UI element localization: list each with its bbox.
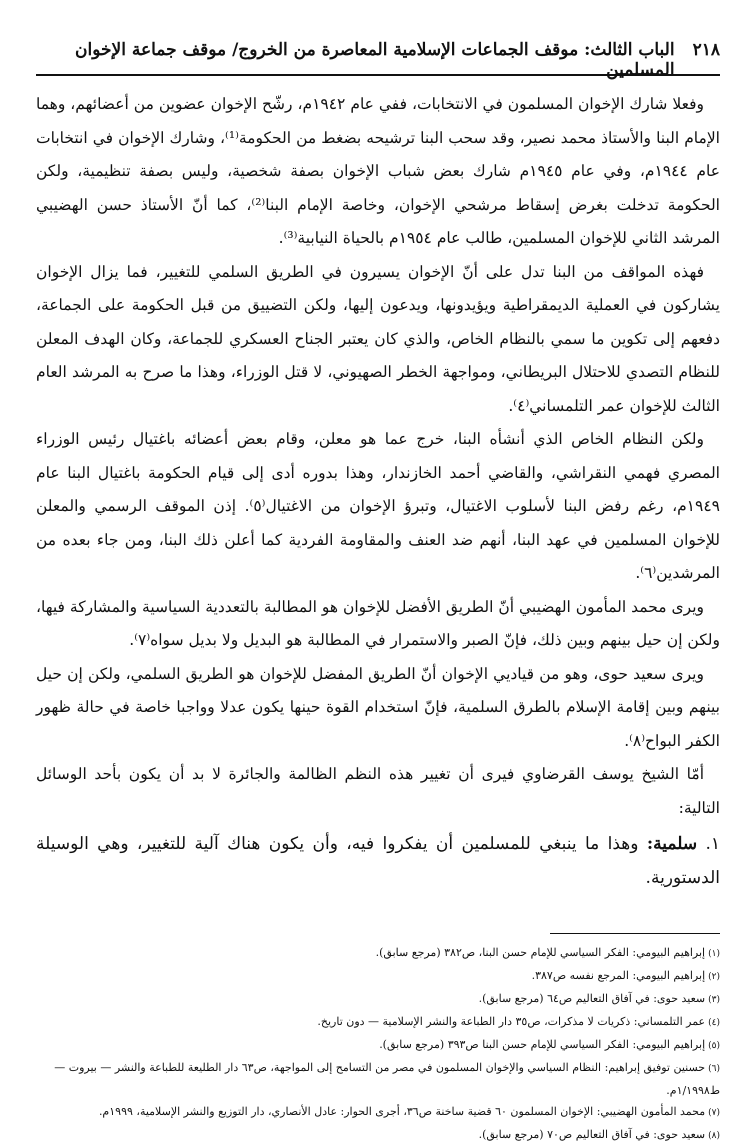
paragraph: أمّا الشيخ يوسف القرضاوي فيرى أن تغيير هذه النظم الظالمة والجائرة لا بد أن يكون بأحد الوسائل التالية: xyxy=(36,765,720,817)
footnote-marker: (٢) xyxy=(708,972,720,982)
footnote-marker: (٥) xyxy=(708,1041,720,1051)
paragraph: فهذه المواقف من البنا تدل على أنّ الإخوان يسيرون في الطريق السلمي للتغيير، فما يزال الإخوان يشاركون في العملية الديمقراطية ويؤيدونها، ويدعون إليها، ولكن التضييق من قبل الحكومة على الجماعة، دفعهم إلى تكوين ما سمي بالنظام الخاص، والذي كان يعتبر الجناح العسكري للجماعة، وكان الهدف المعلن للنظام التصدي للاحتلال البريطاني، ومواجهة الخطر الصهيوني، لا قتل الوزراء، وهذا ما صرح به المرشد العام الثالث للإخوان عمر التلمساني⁽٤⁾. xyxy=(36,262,720,415)
footnote-text: حسنين توفيق إبراهيم: النظام السياسي والإخوان المسلمون في مصر من التسامح إلى المواجهة، ص٦٣ دار الطليعة للطباعة والنشر — بيروت — ط١/١٩٩٨م. xyxy=(54,1061,720,1097)
footnote-marker: (٨) xyxy=(708,1131,720,1141)
footnote xyxy=(36,1011,720,1034)
list-label: سلمية: xyxy=(646,834,698,854)
footnote-marker: (١) xyxy=(708,949,720,959)
paragraph: ويرى سعيد حوى، وهو من قياديي الإخوان أنّ الطريق المفضل للإخوان هو الطريق السلمي، ولكن إن حيل بينهم وبين إقامة الإسلام بالطرق السلمية، فإنّ استخدام القوة حينها يكون عدلا وواجبا خاصة في حالة ظهور الكفر البواح⁽٨⁾. xyxy=(36,664,720,750)
list-text: وهذا ما ينبغي للمسلمين أن يفكروا فيه، وأن يكون هناك آلية للتغيير، وهي الوسيلة الدستورية. xyxy=(36,834,720,888)
paragraph: وفعلا شارك الإخوان المسلمون في الانتخابات، ففي عام ١٩٤٢م، رشّح الإخوان عضوين من أعضائهم، وهما الإمام البنا والأستاذ محمد نصير، وقد سحب البنا ترشيحه بضغط من الحكومة⁽¹⁾، وشارك الإخوان في انتخابات عام ١٩٤٤م، وفي عام ١٩٤٥م شارك بعض شباب الإخوان بصفة شخصية، وليس بصفة تنظيمية، ولكن الحكومة تدخلت بغرض إسقاط مرشحي الإخوان، وخاصة الإمام البنا⁽²⁾، كما أنّ الأستاذ حسن الهضيبي المرشد الثاني للإخوان المسلمين، طالب عام ١٩٥٤م بالحياة النيابية⁽³⁾. xyxy=(36,95,720,247)
footnote-text: محمد المأمون الهضيبي: الإخوان المسلمون ٦٠ قضية ساخنة ص٣٦، أجرى الحوار: عادل الأنصاري، دار التوزيع والنشر الإسلامية، ١٩٩٩م. xyxy=(98,1105,706,1118)
footnote xyxy=(36,988,720,1011)
footnote-marker: (٦) xyxy=(708,1064,720,1074)
list-number: ١. xyxy=(705,834,721,854)
footnote xyxy=(36,1057,720,1101)
footnote xyxy=(36,942,720,965)
page-number: ٢١٨ xyxy=(692,40,720,60)
list-item xyxy=(36,827,720,895)
running-header xyxy=(36,40,720,80)
paragraph: ولكن النظام الخاص الذي أنشأه البنا، خرج عما هو معلن، وقام بعض أعضائه باغتيال رئيس الوزراء المصري فهمي النقراشي، والقاضي أحمد الخازندار، وهذا بدوره أدى إلى قيام الحكومة باغتيال البنا عام ١٩٤٩م، رغم رفض البنا لأسلوب الاغتيال، وتبرؤ الإخوان من الاغتيال⁽٥⁾. إذن الموقف الرسمي والمعلن للإخوان المسلمين في عهد البنا، أنهم ضد العنف والمقاومة الفردية كما أعلن ذلك البنا، ومن جاء بعده من المرشدين⁽٦⁾. xyxy=(36,430,720,582)
footnote xyxy=(36,965,720,988)
footnote-text: سعيد حوى: في آفاق التعاليم ص٧٠ (مرجع سابق). xyxy=(478,1128,706,1141)
main-text xyxy=(36,88,720,895)
footnote-marker: (٧) xyxy=(708,1108,720,1118)
footnote-text: إبراهيم البيومي: الفكر السياسي للإمام حسن البنا، ص٣٨٢ (مرجع سابق). xyxy=(375,946,706,959)
footnote-text: سعيد حوى: في آفاق التعاليم ص٦٤ (مرجع سابق). xyxy=(478,992,706,1005)
footnote-marker: (٤) xyxy=(708,1018,720,1028)
paragraph: ويرى محمد المأمون الهضيبي أنّ الطريق الأفضل للإخوان هو المطالبة بالتعددية السياسية والمشاركة فيها، ولكن إن حيل بينهم وبين ذلك، فإنّ الصبر والاستمرار في المطالبة هو البديل ولا بديل سواه⁽٧⁾. xyxy=(36,597,720,649)
footnote-text: عمر التلمساني: ذكريات لا مذكرات، ص٣٥ دار الطباعة والنشر الإسلامية — دون تاريخ. xyxy=(317,1015,706,1028)
footnote-separator xyxy=(550,933,720,934)
footnote-text: إبراهيم البيومي: الفكر السياسي للإمام حسن البنا ص٣٩٣ (مرجع سابق). xyxy=(379,1038,706,1051)
footnotes xyxy=(36,942,720,1147)
footnote xyxy=(36,1101,720,1124)
footnote-text: إبراهيم البيومي: المرجع نفسه ص٣٨٧. xyxy=(531,969,706,982)
chapter-title: الباب الثالث: موقف الجماعات الإسلامية المعاصرة من الخروج/ موقف جماعة الإخوان المسلمين xyxy=(75,40,675,80)
footnote xyxy=(36,1124,720,1147)
footnote xyxy=(36,1034,720,1057)
footnote-marker: (٣) xyxy=(708,995,720,1005)
